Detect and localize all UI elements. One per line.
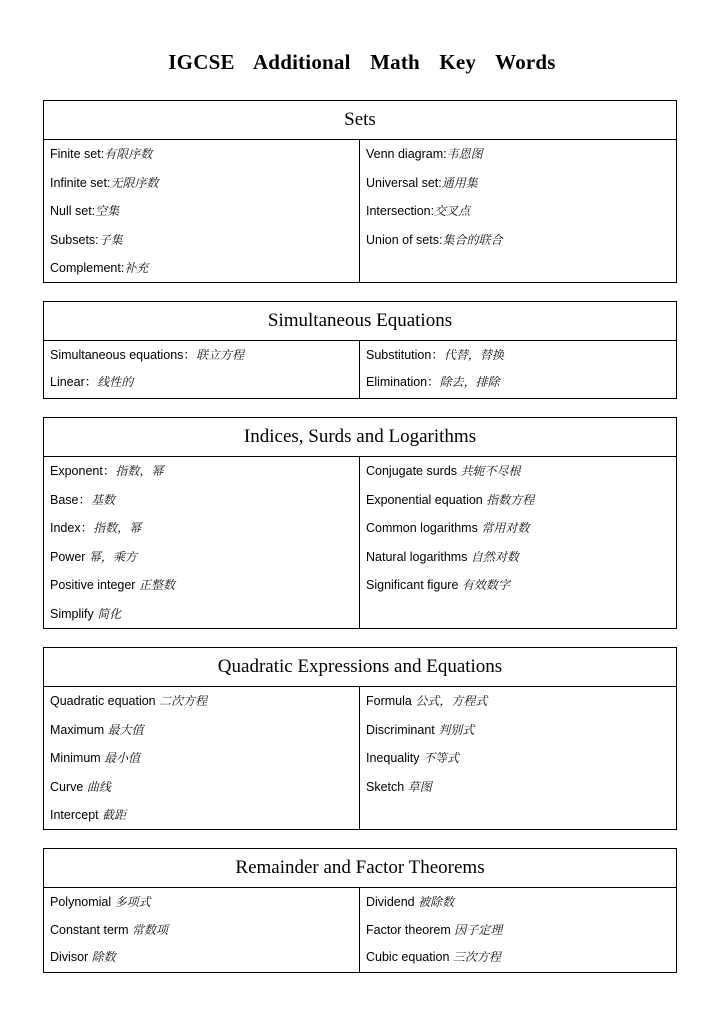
list-item xyxy=(44,144,359,173)
translation: 除数 xyxy=(91,950,116,964)
translation: 常数项 xyxy=(131,922,168,937)
list-item xyxy=(44,345,359,372)
term: Constant term xyxy=(50,922,132,937)
translation: 空集 xyxy=(95,204,120,218)
term: Sketch xyxy=(366,779,408,794)
term: Natural logarithms xyxy=(366,549,471,564)
translation: 因子定理 xyxy=(454,922,503,937)
section-remainder-factor-theorems xyxy=(43,848,677,973)
term: Null set: xyxy=(50,204,96,218)
translation: 判别式 xyxy=(438,722,475,737)
term: Divisor xyxy=(50,950,92,964)
term: Minimum xyxy=(50,751,105,765)
term: Base： xyxy=(50,492,91,507)
term: Factor theorem xyxy=(366,922,455,937)
translation: 截距 xyxy=(102,808,127,822)
list-item xyxy=(44,173,359,202)
term: Dividend xyxy=(366,895,419,909)
section-sets xyxy=(43,100,677,283)
translation: 最小值 xyxy=(104,751,141,765)
translation: 正整数 xyxy=(138,578,175,592)
translation: 基数 xyxy=(91,492,116,507)
right-column xyxy=(360,140,676,283)
translation: 不等式 xyxy=(422,751,459,765)
translation: 代替，替换 xyxy=(443,348,504,362)
term: Maximum xyxy=(50,722,108,737)
term: Index： xyxy=(50,521,94,535)
list-item xyxy=(360,691,676,720)
term: Conjugate surds xyxy=(366,464,461,478)
term: Cubic equation xyxy=(366,950,453,964)
term: Union of sets: xyxy=(366,232,443,247)
list-item xyxy=(360,777,676,806)
translation: 公式，方程式 xyxy=(415,694,488,708)
list-item xyxy=(44,575,359,604)
term: Venn diagram: xyxy=(366,147,447,161)
translation: 多项式 xyxy=(114,895,151,909)
list-item xyxy=(44,372,359,399)
list-item xyxy=(360,518,676,547)
right-column xyxy=(360,687,676,830)
list-item xyxy=(360,490,676,519)
term: Intersection: xyxy=(366,204,435,218)
list-item xyxy=(360,748,676,777)
list-item xyxy=(360,947,676,975)
section-simultaneous-equations xyxy=(43,301,677,399)
translation: 通用集 xyxy=(441,175,478,190)
list-item xyxy=(44,748,359,777)
page-title: IGCSE Additional Math Key Words xyxy=(168,50,556,74)
list-item xyxy=(44,777,359,806)
term: Finite set: xyxy=(50,147,105,161)
translation: 常用对数 xyxy=(481,521,530,535)
term: Common logarithms xyxy=(366,521,482,535)
term: Significant figure xyxy=(366,578,462,592)
list-item xyxy=(360,372,676,399)
left-column xyxy=(44,341,360,399)
right-column xyxy=(360,341,676,399)
list-item xyxy=(360,920,676,948)
translation: 韦恩图 xyxy=(446,147,483,161)
translation: 最大值 xyxy=(107,722,144,737)
list-item xyxy=(44,604,359,633)
list-item xyxy=(360,173,676,202)
translation: 指数，幂 xyxy=(115,464,164,478)
term: Formula xyxy=(366,694,416,708)
list-item xyxy=(44,547,359,576)
term: Exponential equation xyxy=(366,492,487,507)
translation: 无限序数 xyxy=(110,175,159,190)
translation: 联立方程 xyxy=(195,348,244,362)
right-column xyxy=(360,888,676,973)
term: Linear： xyxy=(50,375,98,389)
list-item xyxy=(360,547,676,576)
term: Infinite set: xyxy=(50,175,111,190)
right-column xyxy=(360,457,676,629)
translation: 自然对数 xyxy=(470,549,519,564)
translation: 二次方程 xyxy=(159,694,208,708)
list-item xyxy=(44,920,359,948)
term: Positive integer xyxy=(50,578,139,592)
term: Inequality xyxy=(366,751,423,765)
translation: 除去，排除 xyxy=(439,375,500,389)
list-item xyxy=(44,201,359,230)
list-item xyxy=(44,230,359,259)
translation: 指数，幂 xyxy=(93,521,142,535)
term: Elimination： xyxy=(366,375,440,389)
translation: 曲线 xyxy=(86,779,111,794)
list-item xyxy=(44,892,359,920)
section-heading: Quadratic Expressions and Equations xyxy=(44,648,676,687)
section-heading: Sets xyxy=(44,101,676,140)
section-heading: Remainder and Factor Theorems xyxy=(44,849,676,888)
left-column xyxy=(44,888,360,973)
translation: 指数方程 xyxy=(486,492,535,507)
list-item xyxy=(360,461,676,490)
translation: 集合的联合 xyxy=(442,232,503,247)
term: Simultaneous equations： xyxy=(50,348,196,362)
left-column xyxy=(44,457,360,629)
term: Polynomial xyxy=(50,895,115,909)
term: Universal set: xyxy=(366,175,442,190)
list-item xyxy=(44,691,359,720)
section-heading: Indices, Surds and Logarithms xyxy=(44,418,676,457)
list-item xyxy=(44,461,359,490)
translation: 补充 xyxy=(124,261,149,275)
term: Substitution： xyxy=(366,348,444,362)
list-item xyxy=(360,144,676,173)
term: Discriminant xyxy=(366,722,439,737)
translation: 简化 xyxy=(97,606,122,621)
list-item xyxy=(360,345,676,372)
left-column xyxy=(44,687,360,830)
section-heading: Simultaneous Equations xyxy=(44,302,676,341)
term: Power xyxy=(50,549,89,564)
translation: 线性的 xyxy=(97,375,134,389)
translation: 草图 xyxy=(407,779,432,794)
list-item xyxy=(44,490,359,519)
left-column xyxy=(44,140,360,283)
term: Exponent： xyxy=(50,464,116,478)
term: Curve xyxy=(50,779,87,794)
list-item xyxy=(360,892,676,920)
translation: 共轭不尽根 xyxy=(460,464,521,478)
translation: 幂，乘方 xyxy=(88,549,137,564)
term: Complement: xyxy=(50,261,125,275)
section-indices-surds-logarithms xyxy=(43,417,677,629)
section-quadratic-expressions xyxy=(43,647,677,830)
term: Simplify xyxy=(50,606,98,621)
translation: 被除数 xyxy=(418,895,455,909)
term: Subsets: xyxy=(50,232,99,247)
term: Intercept xyxy=(50,808,103,822)
term: Quadratic equation xyxy=(50,694,160,708)
translation: 有限序数 xyxy=(104,147,153,161)
translation: 子集 xyxy=(98,232,123,247)
translation: 交叉点 xyxy=(434,204,471,218)
translation: 三次方程 xyxy=(452,950,501,964)
translation: 有效数字 xyxy=(461,578,510,592)
list-item xyxy=(360,201,676,230)
list-item xyxy=(44,947,359,975)
list-item xyxy=(360,575,676,604)
list-item xyxy=(44,258,359,287)
list-item xyxy=(44,720,359,749)
list-item xyxy=(44,518,359,547)
list-item xyxy=(360,230,676,259)
list-item xyxy=(44,805,359,834)
list-item xyxy=(360,720,676,749)
